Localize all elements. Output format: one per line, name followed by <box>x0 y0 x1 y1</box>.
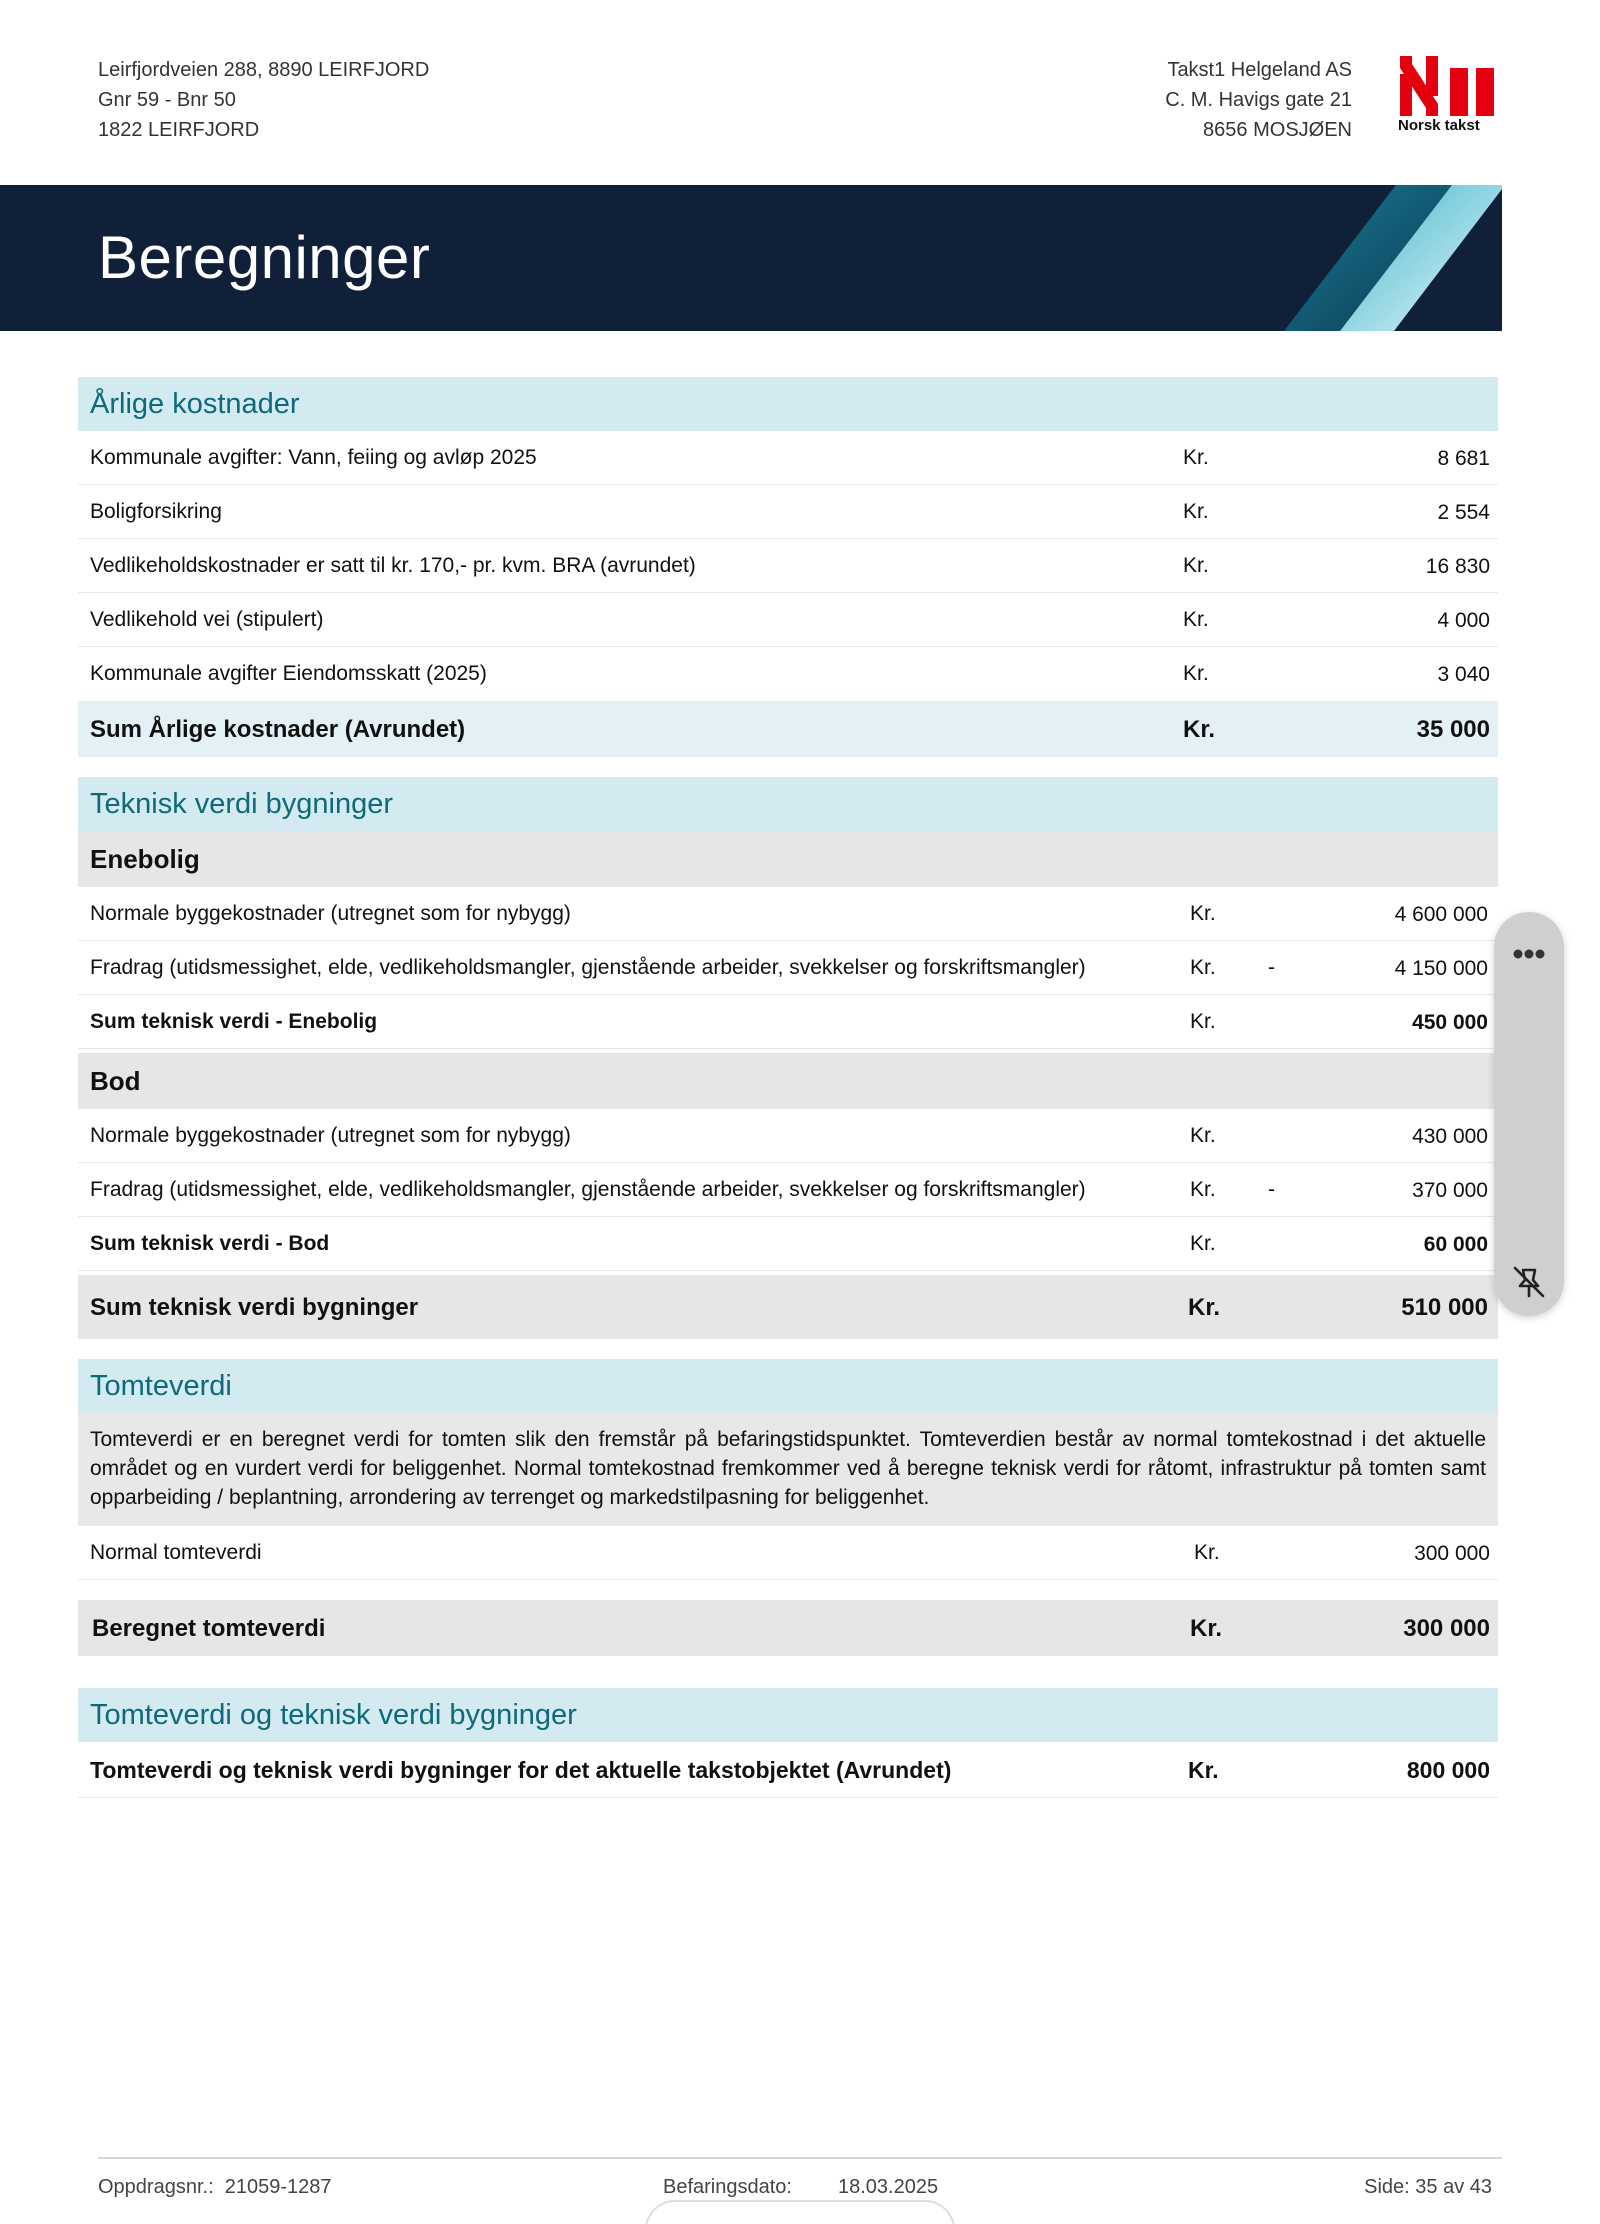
row-value: 3 040 <box>1437 663 1490 686</box>
table-row <box>78 431 1498 485</box>
row-value: 8 681 <box>1437 447 1490 470</box>
row-currency: Kr. <box>1183 500 1209 523</box>
row-currency: Kr. <box>1190 1010 1216 1033</box>
row-label: Beregnet tomteverdi <box>92 1615 326 1642</box>
row-value: 4 000 <box>1437 609 1490 632</box>
company-address <box>1165 55 1352 145</box>
building-sum-row <box>78 1217 1498 1271</box>
building-heading-enebolig: Enebolig <box>78 831 1498 887</box>
row-value: 2 554 <box>1437 501 1490 524</box>
calculations-content <box>78 377 1498 1798</box>
page-number: Side: 35 av 43 <box>1364 2176 1492 2198</box>
row-currency: Kr. <box>1183 716 1216 743</box>
property-address <box>98 55 429 145</box>
combined-value-row <box>78 1742 1498 1798</box>
row-minus-sign: - <box>1268 1178 1275 1201</box>
floating-toolbar[interactable] <box>1494 912 1564 1316</box>
building-sum-row <box>78 995 1498 1049</box>
section-spacer <box>78 1656 1498 1688</box>
plot-value-description: Tomteverdi er en beregnet verdi for tomten slik den fremstår på befaringstidspunktet. Tomteverdien består av normal tomtekostnad i det aktuelle området og en vurdert verdi for beliggenhet. Normal tomtekostnad fremkommer ved å beregne teknisk verdi for råtomt, infrastruktur på tomten samt opparbeiding / beplantning, arrondering av terrenget og markedstilpasning for beliggenhet. <box>78 1413 1498 1526</box>
row-value: 300 000 <box>1403 1615 1490 1642</box>
row-value: 300 000 <box>1414 1542 1490 1565</box>
table-row <box>78 1163 1498 1217</box>
table-row <box>78 887 1498 941</box>
row-value: 430 000 <box>1412 1125 1488 1148</box>
table-row <box>78 539 1498 593</box>
annual-costs-heading: Årlige kostnader <box>78 377 1498 431</box>
row-label: Normale byggekostnader (utregnet som for nybygg) <box>90 902 571 925</box>
assignment-number <box>98 2176 332 2199</box>
row-label: Normal tomteverdi <box>90 1541 262 1564</box>
page-title: Beregninger <box>98 224 431 291</box>
row-label: Fradrag (utidsmessighet, elde, vedlikeholdsmangler, gjenstående arbeider, svekkelser og forskriftsmangler) <box>90 956 1086 979</box>
row-value: 450 000 <box>1412 1011 1488 1034</box>
property-address-line: 1822 LEIRFJORD <box>98 119 260 141</box>
row-label: Vedlikeholdskostnader er satt til kr. 170,- pr. kvm. BRA (avrundet) <box>90 554 696 577</box>
row-currency: Kr. <box>1188 1757 1219 1783</box>
building-heading-bod: Bod <box>78 1053 1498 1109</box>
property-address-line: Leirfjordveien 288, 8890 LEIRFJORD <box>98 59 430 81</box>
row-label: Sum teknisk verdi bygninger <box>90 1294 419 1321</box>
row-label: Boligforsikring <box>90 500 222 523</box>
section-spacer <box>78 1339 1498 1359</box>
technical-value-total-row <box>78 1275 1498 1339</box>
plot-value-heading: Tomteverdi <box>78 1359 1498 1413</box>
norsk-takst-logo <box>1398 56 1498 140</box>
section-spacer <box>78 1580 1498 1600</box>
assignment-label: Oppdragsnr.: <box>98 2176 214 2198</box>
footer-divider <box>98 2157 1502 2159</box>
table-row <box>78 1526 1498 1580</box>
row-currency: Kr. <box>1188 1294 1221 1321</box>
row-currency: Kr. <box>1194 1541 1220 1564</box>
table-row <box>78 485 1498 539</box>
plot-value-calculated-row <box>78 1600 1498 1656</box>
row-currency: Kr. <box>1190 902 1216 925</box>
row-currency: Kr. <box>1183 608 1209 631</box>
row-value: 4 150 000 <box>1394 957 1488 980</box>
company-address-line: C. M. Havigs gate 21 <box>1165 89 1352 111</box>
table-row <box>78 941 1498 995</box>
row-currency: Kr. <box>1190 1615 1223 1642</box>
logo-text: Norsk takst <box>1398 117 1480 134</box>
company-address-line: Takst1 Helgeland AS <box>1167 59 1352 81</box>
logo-mark-icon <box>1400 56 1496 116</box>
row-currency: Kr. <box>1183 554 1209 577</box>
row-value: 60 000 <box>1423 1233 1488 1256</box>
row-currency: Kr. <box>1183 662 1209 685</box>
pin-off-icon[interactable] <box>1509 1262 1549 1302</box>
more-icon[interactable] <box>1494 934 1564 974</box>
row-value: 35 000 <box>1416 716 1490 743</box>
row-label: Kommunale avgifter: Vann, feiing og avløp 2025 <box>90 446 537 469</box>
company-address-line: 8656 MOSJØEN <box>1203 119 1352 141</box>
row-currency: Kr. <box>1190 1178 1216 1201</box>
row-minus-sign: - <box>1268 956 1275 979</box>
title-band <box>0 185 1502 331</box>
row-label: Sum teknisk verdi - Enebolig <box>90 1010 378 1033</box>
inspection-date-value: 18.03.2025 <box>838 2176 939 2198</box>
bottom-handle[interactable] <box>645 2200 955 2224</box>
row-currency: Kr. <box>1183 446 1209 469</box>
inspection-date-label: Befaringsdato: <box>663 2176 792 2198</box>
row-value: 510 000 <box>1401 1294 1488 1321</box>
row-label: Kommunale avgifter Eiendomsskatt (2025) <box>90 662 487 685</box>
row-currency: Kr. <box>1190 1124 1216 1147</box>
assignment-value: 21059-1287 <box>224 2176 332 2198</box>
row-label: Fradrag (utidsmessighet, elde, vedlikeholdsmangler, gjenstående arbeider, svekkelser og forskriftsmangler) <box>90 1178 1086 1201</box>
row-label: Tomteverdi og teknisk verdi bygninger for det aktuelle takstobjektet (Avrundet) <box>90 1757 952 1783</box>
row-value: 370 000 <box>1412 1179 1488 1202</box>
row-currency: Kr. <box>1190 1232 1216 1255</box>
row-label: Vedlikehold vei (stipulert) <box>90 608 324 631</box>
row-currency: Kr. <box>1190 956 1216 979</box>
row-label: Sum Årlige kostnader (Avrundet) <box>90 716 466 743</box>
section-spacer <box>78 757 1498 777</box>
row-value: 4 600 000 <box>1394 903 1488 926</box>
row-value: 16 830 <box>1425 555 1490 578</box>
row-label: Normale byggekostnader (utregnet som for nybygg) <box>90 1124 571 1147</box>
annual-costs-sum-row <box>78 701 1498 757</box>
combined-value-heading: Tomteverdi og teknisk verdi bygninger <box>78 1688 1498 1742</box>
table-row <box>78 1109 1498 1163</box>
page-header <box>0 0 1600 185</box>
row-value: 800 000 <box>1406 1757 1490 1783</box>
table-row <box>78 593 1498 647</box>
technical-value-heading: Teknisk verdi bygninger <box>78 777 1498 831</box>
table-row <box>78 647 1498 701</box>
row-label: Sum teknisk verdi - Bod <box>90 1232 330 1255</box>
property-address-line: Gnr 59 - Bnr 50 <box>98 89 236 111</box>
